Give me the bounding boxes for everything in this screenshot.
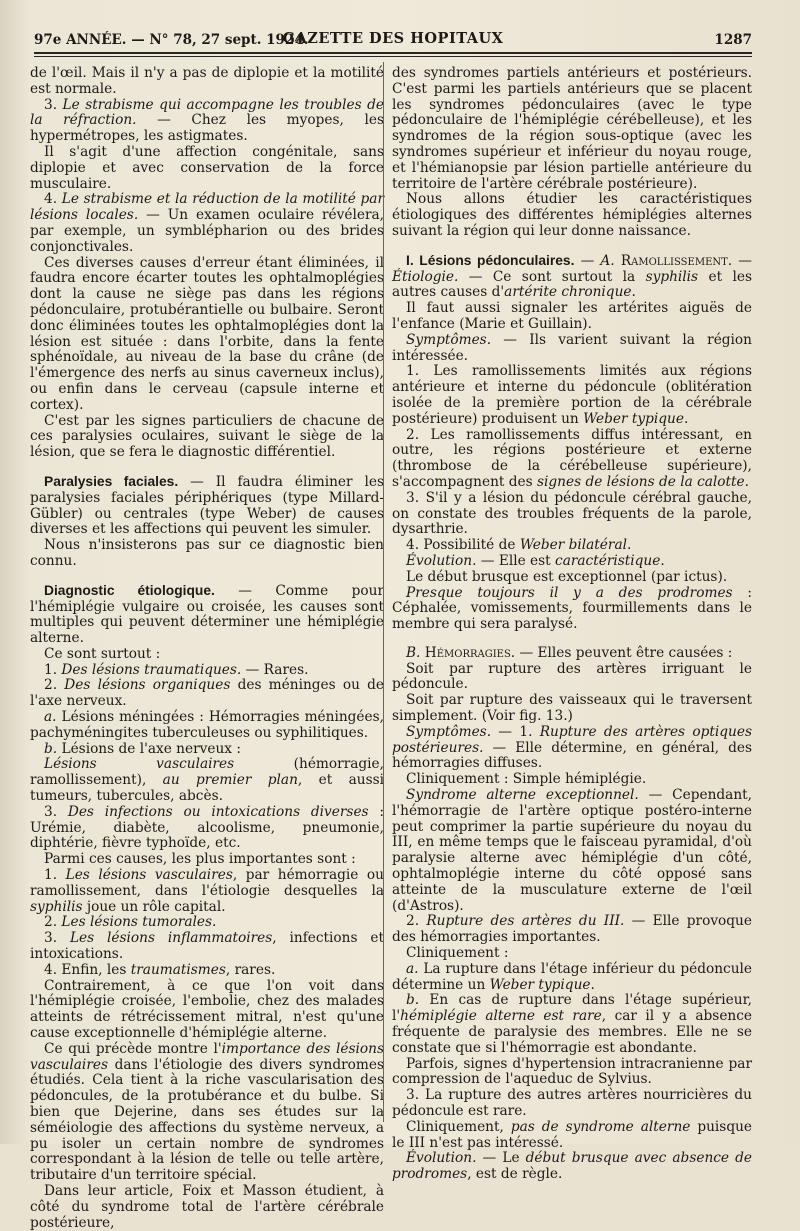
italic-text: Rupture des artères du III. — [426, 913, 625, 930]
column-divider — [383, 62, 384, 1122]
right-paragraph — [392, 1088, 752, 1120]
italic-text: Rupture des artères optiques postérieures. — [392, 723, 752, 756]
right-paragraph — [392, 570, 752, 586]
left-paragraph — [30, 98, 384, 145]
italic-text: b. — [406, 992, 420, 1009]
list-number: 4. — [44, 961, 62, 978]
body-text: . — [660, 552, 665, 569]
right-paragraph — [392, 1151, 752, 1183]
left-paragraph — [30, 742, 384, 758]
body-text: Il faut aussi signaler les artérites aiguës de l'enfance (Marie et Guillain). — [392, 300, 752, 332]
paragraph-gap — [30, 570, 384, 583]
italic-text: B. — [406, 644, 425, 661]
body-text: Il s'agit d'une affection congénitale, sans diplopie et avec conservation de la force musculaire. — [30, 143, 384, 192]
italic-text: Des lésions traumatiques. — [61, 661, 242, 678]
right-paragraph — [392, 66, 752, 192]
body-text: — Chez les myopes, les hypermétropes, les astigmates. — [30, 112, 384, 145]
right-paragraph — [392, 646, 752, 662]
body-text: La rupture des autres artères nourricières du pédoncule est rare. — [392, 1087, 752, 1119]
italic-text: pas de syndrome alterne — [510, 1118, 691, 1135]
body-text: des syndromes partiels antérieurs et postérieurs. C'est parmi les partiels antérieurs que se placent les syndromes pédonculaires (avec le type pédonculaire de l'hémiplégie cérébelleuse), et les syndromes de la région sous-optique (avec les syndromes supérieur et inférieur du noyau rouge, et l'hémianopsie par lésion partielle antérieure du territoire de l'artère cérébrale postérieure). — [392, 65, 752, 192]
body-text: . — [631, 284, 636, 301]
italic-text: signes de lésions de la calotte — [537, 473, 745, 490]
italic-text: b. — [44, 740, 58, 757]
right-column — [392, 66, 752, 1183]
italic-text: Syndrome alterne exceptionnel. — [406, 787, 639, 804]
right-paragraph — [392, 662, 752, 694]
body-text: : Urémie, diabète, alcoolisme, pneumonie, diphtérie, fièvre typhoïde, etc. — [30, 803, 384, 852]
body-text: des méninges ou de l'axe nerveux. — [30, 677, 384, 710]
body-text: — — [732, 252, 752, 269]
left-paragraph — [30, 678, 384, 710]
italic-text: hémiplégie alterne est rare — [400, 1008, 602, 1025]
italic-text: Weber typique — [583, 410, 684, 427]
left-paragraph — [30, 583, 384, 647]
left-paragraph — [30, 538, 384, 570]
italic-text: Weber typique — [489, 976, 591, 993]
left-paragraph — [30, 915, 384, 931]
italic-text: Des lésions organiques — [64, 677, 231, 694]
left-paragraph — [30, 757, 384, 804]
body-text: Parfois, signes d'hypertension intracranienne par compression de l'aqueduc de Sylvius. — [392, 1055, 752, 1088]
body-text: Nous allons étudier les caractéristiques étiologiques des différentes hémiplégies alternes suivant la région qui leur donne naissance. — [392, 191, 752, 239]
body-text: Ce sont surtout : — [44, 645, 161, 662]
body-text: Cliniquement, — [406, 1118, 511, 1135]
body-text: En cas de rupture dans l'étage supérieur, l' — [392, 992, 752, 1025]
italic-text: Lésions vasculaires — [44, 756, 235, 773]
body-text: joue un rôle capital. — [82, 898, 226, 915]
right-paragraph — [392, 491, 752, 538]
body-text: , rares. — [225, 961, 276, 978]
italic-text: Évolution. — [406, 1150, 477, 1167]
body-text: . — [683, 410, 689, 427]
right-paragraph — [392, 301, 752, 333]
left-paragraph — [30, 710, 384, 742]
left-paragraph — [30, 145, 384, 192]
italic-text: Des infections ou intoxications diverses — [67, 803, 369, 820]
left-paragraph — [30, 663, 384, 679]
body-text: Le début brusque est exceptionnel (par ictus). — [406, 568, 728, 585]
body-text: Cliniquement : — [406, 945, 509, 962]
left-paragraph — [30, 852, 384, 868]
right-paragraph — [392, 538, 752, 554]
right-paragraph — [392, 333, 752, 365]
body-text: Soit par rupture des artères irriguant le pédoncule. — [392, 660, 752, 693]
italic-text: Les lésions vasculaires — [65, 867, 233, 884]
body-text: — Elle est — [476, 552, 556, 569]
italic-text: Presque toujours il y a des prodromes — [406, 584, 733, 601]
body-text: , car il y a absence fréquente de paralysie des membres. Elle ne se constate que si l'hémorragie est abondante. — [392, 1008, 752, 1056]
list-number: 1. — [406, 363, 434, 380]
italic-text: syphilis — [30, 898, 83, 915]
italic-text: Le strabisme qui accompagne les troubles de la réfraction. — [30, 96, 384, 129]
italic-text: a. — [406, 960, 419, 977]
body-text: — Ils varient suivant la région intéressée. — [392, 331, 752, 364]
page-header — [34, 28, 752, 52]
right-paragraph — [392, 554, 752, 570]
body-text: — Ce sont surtout la — [458, 268, 646, 285]
list-number: 2. — [44, 914, 62, 931]
left-paragraph — [30, 963, 384, 979]
right-paragraph — [392, 1057, 752, 1089]
list-number: 3. — [406, 489, 426, 506]
italic-text: Les lésions inflammatoires — [69, 930, 273, 947]
body-text: Les ramollissements diffus intéressant, en outre, les régions postérieure et externe (thrombose de la cérébelleuse supérieure), s'accompagnent des — [392, 426, 752, 490]
right-paragraph — [392, 253, 752, 301]
body-text: Possibilité de — [423, 537, 520, 554]
list-number: 2. — [406, 426, 431, 443]
left-paragraph — [30, 414, 384, 461]
body-text: Soit par rupture des vaisseaux qui le traversent simplement. (Voir fig. 13.) — [392, 692, 752, 725]
journal-title: GAZETTE DES HOPITAUX — [282, 30, 504, 47]
small-caps-heading: Ramollissement. — [620, 252, 733, 269]
left-paragraph — [30, 192, 384, 255]
left-paragraph — [30, 66, 384, 98]
left-paragraph — [30, 868, 384, 915]
body-text: — Le — [476, 1150, 526, 1167]
body-text: C'est par les signes particuliers de chacune de ces paralysies oculaires, suivant le siège de la lésion, que se fera le diagnostic différentiel. — [30, 412, 384, 461]
body-text: — 1. — [491, 723, 540, 740]
body-text: Lésions méningées : Hémorragies méningées, pachyméningites tuberculeuses ou syphilitiques. — [30, 709, 384, 741]
italic-text: importance des lésions vasculaires — [30, 1040, 384, 1073]
body-text: . — [744, 473, 749, 490]
italic-text: Les lésions tumorales. — [61, 914, 217, 931]
body-text: — — [574, 252, 601, 269]
issue-info: 97e ANNÉE. — N° 78, 27 sept. 1924. — [34, 32, 309, 48]
list-number: 3. — [44, 930, 70, 947]
italic-text: Weber bilatéral — [519, 537, 627, 554]
right-paragraph — [392, 586, 752, 633]
left-paragraph — [30, 805, 384, 852]
right-paragraph — [392, 428, 752, 491]
right-paragraph — [392, 962, 752, 994]
italic-text: Le strabisme et la réduction de la motilité par lésions locales. — [30, 191, 384, 224]
body-text: Nous n'insisterons pas sur ce diagnostic bien connu. — [30, 537, 384, 569]
italic-text: au premier plan — [162, 772, 298, 789]
body-text: S'il y a lésion du pédoncule cérébral gauche, on constate des troubles fréquents de la parole, dysarthrie. — [392, 489, 752, 538]
body-text: Cliniquement : Simple hémiplégie. — [406, 771, 647, 788]
page-number: 1287 — [714, 32, 752, 48]
list-number: 3. — [44, 96, 63, 113]
right-paragraph — [392, 788, 752, 914]
body-text: Dans leur article, Foix et Masson étudient, à côté du syndrome total de l'artère cérébrale postérieure, — [30, 1182, 384, 1231]
left-paragraph — [30, 979, 384, 1042]
paragraph-gap — [392, 240, 752, 253]
left-paragraph — [30, 474, 384, 538]
body-text: dans l'étiologie des divers syndromes étudiés. Cela tient à la riche vascularisation des pédoncules, de la protubérance et du bulbe. Si bien que Dejerine, dans ses études sur la séméiologie des affections du système nerveux, a pu isoler un certain nombre de syndromes correspondant à la lésion de telle ou telle artère, tributaire d'un territoire spécial. — [30, 1056, 384, 1184]
section-heading: Paralysies faciales. — [44, 473, 179, 489]
list-number: 4. — [406, 537, 424, 554]
right-paragraph — [392, 946, 752, 962]
right-paragraph — [392, 993, 752, 1056]
italic-text: a. — [44, 709, 57, 726]
body-text: : Céphalée, vomissements, fourmillements dans le membre qui sera paralysé. — [392, 584, 753, 633]
body-text: Enfin, les — [61, 961, 131, 978]
body-text: , par hémorragie ou ramollissement, dans l'étiologie desquelles la — [30, 867, 384, 899]
left-paragraph — [30, 1042, 384, 1184]
body-text: — Un examen oculaire révélera, par exemple, un symblépharion ou des brides conjonctivales. — [30, 207, 384, 255]
body-text: Lésions de l'axe nerveux : — [57, 740, 241, 757]
list-number: 3. — [406, 1087, 426, 1104]
italic-text: Symptômes. — [406, 331, 492, 348]
right-paragraph — [392, 725, 752, 772]
body-text: . — [590, 976, 595, 993]
body-text: — Comme pour l'hémiplégie vulgaire ou croisée, les causes sont multiples qui peuvent déterminer une hémiplégie alterne. — [30, 582, 384, 647]
list-number: 3. — [44, 803, 68, 820]
small-caps-heading: Hémorragies. — [424, 644, 516, 661]
list-number: 2. — [44, 677, 65, 694]
italic-text: Symptômes. — [406, 723, 492, 740]
italic-text: syphilis — [645, 268, 699, 285]
body-text: , infections et intoxications. — [30, 930, 385, 963]
body-text: et les autres causes d' — [392, 268, 752, 301]
header-rule-thick — [34, 52, 752, 54]
italic-text: Étiologie. — [392, 268, 459, 285]
body-text: — Rares. — [241, 661, 309, 678]
body-text: de l'œil. Mais il n'y a pas de diplopie et la motilité est normale. — [30, 65, 384, 97]
body-text: (hémorragie, ramollissement), — [30, 756, 384, 789]
italic-text: début brusque avec absence de prodromes — [392, 1150, 752, 1183]
body-text: Les ramollissements limités aux régions antérieure et interne du pédoncule (oblitération isolée de la première portion de la cérébrale postérieure) produisent un — [392, 363, 752, 427]
left-paragraph — [30, 931, 384, 963]
right-paragraph — [392, 914, 752, 946]
body-text: puisque le III n'est pas intéressé. — [392, 1118, 752, 1151]
right-paragraph — [392, 1120, 752, 1152]
italic-text: caractéristique — [555, 552, 661, 569]
body-text: Parmi ces causes, les plus importantes sont : — [44, 851, 356, 868]
italic-text: A. — [600, 252, 621, 269]
section-heading: Diagnostic étiologique. — [44, 582, 215, 598]
italic-text: traumatismes — [130, 961, 226, 978]
body-text: , et aussi tumeurs, tubercules, abcès. — [30, 772, 384, 805]
header-rule-thin — [34, 56, 752, 57]
left-paragraph — [30, 647, 384, 663]
section-heading: I. Lésions pédonculaires. — [406, 252, 575, 268]
body-text: — Il faudra éliminer les paralysies faciales périphériques (type Millard-Gübler) ou centrales (type Weber) de causes diverses et les affections qui peuvent les simuler. — [30, 473, 384, 538]
list-number: 1. — [44, 867, 66, 884]
left-paragraph — [30, 1184, 384, 1231]
body-text: Ce qui précède montre l' — [44, 1040, 222, 1057]
left-column — [30, 66, 384, 1231]
left-paragraph — [30, 256, 384, 414]
right-paragraph — [392, 693, 752, 725]
paragraph-gap — [30, 461, 384, 474]
body-text: Ces diverses causes d'erreur étant éliminées, il faudra encore écarter toutes les ophtalmoplégies dont la cause ne siège pas dans les régions pédonculaire, protubérantielle ou bulbaire. Seront donc éliminées toutes les ophtalmoplégies dont la lésion est située : dans l'orbite, dans la fente sphénoïdale, au niveau de la base du crâne (de l'émergence des nerfs au sinus caverneux inclus), ou enfin dans le cerveau (capsule interne et cortex). — [30, 254, 384, 413]
body-text: — Elle provoque des hémorragies importantes. — [392, 913, 752, 946]
body-text: . — [626, 537, 632, 554]
italic-text: artérite chronique — [504, 284, 632, 301]
list-number: 4. — [44, 191, 62, 208]
list-number: 1. — [44, 661, 62, 678]
body-text: — Cependant, l'hémorragie de l'artère optique postéro-interne peut comprimer la partie supérieure du noyau du III, en même temps que le faisceau pyramidal, d'où paralysie alterne avec hémiplégie d'un côté, ophtalmoplégie interne du côté opposé sans atteinte de la musculature externe de l'œil (d'Astros). — [392, 787, 753, 914]
italic-text: Évolution. — [406, 552, 477, 569]
body-text: La rupture dans l'étage inférieur du pédoncule détermine un — [392, 960, 752, 993]
body-text: , est de règle. — [467, 1166, 563, 1183]
body-text: — Elles peuvent être causées : — [515, 644, 733, 661]
body-text: — Elle détermine, en général, des hémorragies diffuses. — [392, 739, 752, 772]
right-paragraph — [392, 192, 752, 239]
list-number: 2. — [406, 913, 427, 930]
right-paragraph — [392, 772, 752, 788]
body-text: Contrairement, à ce que l'on voit dans l'hémiplégie croisée, l'embolie, chez des malades atteints de rétrécissement mitral, n'est qu'une cause exceptionnelle d'hémiplégie alterne. — [30, 977, 384, 1042]
right-paragraph — [392, 364, 752, 427]
